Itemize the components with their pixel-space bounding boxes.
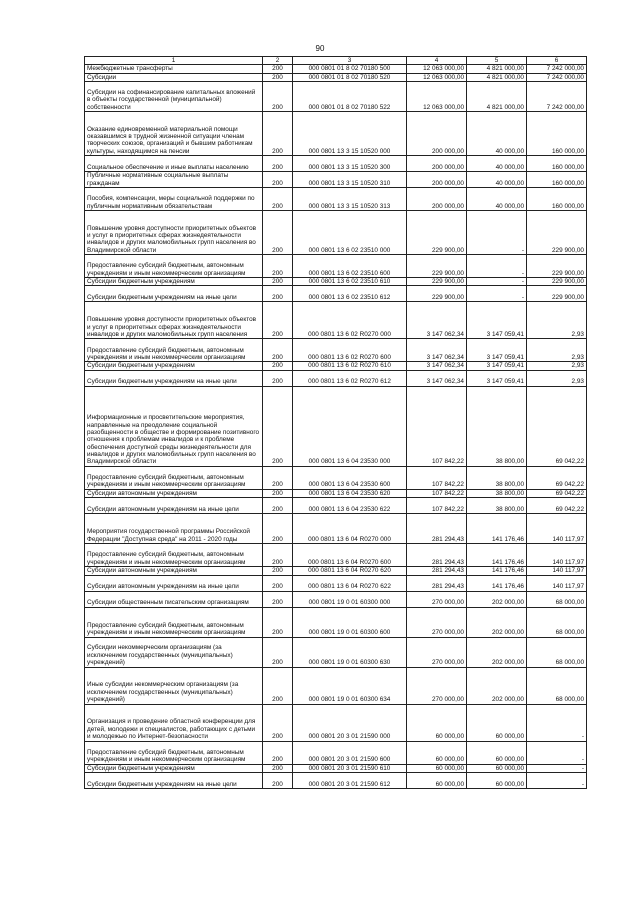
row-budget-code: 000 0801 19 0 01 60300 630	[293, 637, 407, 667]
row-unexecuted-amount: 140 117,97	[527, 544, 587, 567]
row-grbs-code: 200	[263, 156, 293, 172]
row-budget-code: 000 0801 13 3 15 10520 300	[293, 156, 407, 172]
row-budget-code: 000 0801 20 3 01 21590 600	[293, 741, 407, 764]
row-unexecuted-amount: 68 000,00	[527, 607, 587, 637]
row-executed-amount: 38 800,00	[467, 386, 527, 466]
row-budget-code: 000 0801 01 8 02 70180 520	[293, 73, 407, 81]
row-budget-code: 000 0801 19 0 01 60300 634	[293, 667, 407, 704]
row-grbs-code: 200	[263, 302, 293, 339]
table-row	[85, 112, 587, 156]
row-unexecuted-amount: 2,93	[527, 362, 587, 370]
row-planned-amount: 3 147 062,34	[407, 302, 467, 339]
row-budget-code: 000 0801 13 6 04 23530 600	[293, 466, 407, 489]
row-budget-code: 000 0801 13 6 04 23530 000	[293, 386, 407, 466]
row-budget-code: 000 0801 13 6 04 R0270 622	[293, 575, 407, 591]
row-name: Субсидии некоммерческим организациям (за исключением государственных (муниципальных) учреждений)	[85, 637, 263, 667]
row-name: Публичные нормативные социальные выплаты гражданам	[85, 172, 263, 188]
row-executed-amount: 60 000,00	[467, 764, 527, 772]
column-header: 3	[293, 57, 407, 65]
table-row	[85, 362, 587, 370]
row-executed-amount: 40 000,00	[467, 156, 527, 172]
row-executed-amount: 202 000,00	[467, 607, 527, 637]
row-grbs-code: 200	[263, 339, 293, 362]
row-budget-code: 000 0801 13 6 04 23530 622	[293, 498, 407, 514]
row-unexecuted-amount: 140 117,97	[527, 575, 587, 591]
row-name: Субсидии бюджетным учреждениям на иные цели	[85, 286, 263, 302]
table-row	[85, 73, 587, 81]
row-planned-amount: 281 294,43	[407, 567, 467, 575]
row-planned-amount: 229 900,00	[407, 255, 467, 278]
row-executed-amount: 3 147 059,41	[467, 370, 527, 386]
row-executed-amount: 40 000,00	[467, 112, 527, 156]
row-name: Предоставление субсидий бюджетным, автономным учреждениям и иным некоммерческим организациям	[85, 339, 263, 362]
row-budget-code: 000 0801 20 3 01 21590 610	[293, 764, 407, 772]
row-executed-amount: 4 821 000,00	[467, 73, 527, 81]
table-row	[85, 667, 587, 704]
row-name: Предоставление субсидий бюджетным, автономным учреждениям и иным некоммерческим организациям	[85, 544, 263, 567]
row-name: Предоставление субсидий бюджетным, автономным учреждениям и иным некоммерческим организациям	[85, 607, 263, 637]
row-unexecuted-amount: -	[527, 704, 587, 741]
row-unexecuted-amount: 140 117,97	[527, 567, 587, 575]
table-row	[85, 156, 587, 172]
row-name: Субсидии бюджетным учреждениям	[85, 764, 263, 772]
row-planned-amount: 12 063 000,00	[407, 65, 467, 73]
row-planned-amount: 107 842,22	[407, 489, 467, 497]
table-row	[85, 211, 587, 255]
row-executed-amount: 3 147 059,41	[467, 302, 527, 339]
table-row	[85, 498, 587, 514]
row-executed-amount: 4 821 000,00	[467, 82, 527, 112]
table-row	[85, 82, 587, 112]
row-executed-amount: 38 800,00	[467, 466, 527, 489]
row-name: Предоставление субсидий бюджетным, автономным учреждениям и иным некоммерческим организациям	[85, 255, 263, 278]
row-budget-code: 000 0801 13 3 15 10520 310	[293, 172, 407, 188]
row-budget-code: 000 0801 19 0 01 60300 000	[293, 591, 407, 607]
table-row	[85, 302, 587, 339]
row-unexecuted-amount: 2,93	[527, 302, 587, 339]
row-grbs-code: 200	[263, 255, 293, 278]
row-planned-amount: 60 000,00	[407, 772, 467, 788]
row-planned-amount: 270 000,00	[407, 591, 467, 607]
row-name: Иные субсидии некоммерческим организациям (за исключением государственных (муниципальных) учреждений)	[85, 667, 263, 704]
row-unexecuted-amount: 7 242 000,00	[527, 73, 587, 81]
row-name: Предоставление субсидий бюджетным, автономным учреждениям и иным некоммерческим организациям	[85, 466, 263, 489]
row-grbs-code: 200	[263, 73, 293, 81]
row-unexecuted-amount: 160 000,00	[527, 112, 587, 156]
row-planned-amount: 229 900,00	[407, 278, 467, 286]
row-name: Субсидии общественным писательским организациям	[85, 591, 263, 607]
row-name: Субсидии бюджетным учреждениям	[85, 362, 263, 370]
row-budget-code: 000 0801 13 6 02 23510 000	[293, 211, 407, 255]
row-grbs-code: 200	[263, 489, 293, 497]
row-executed-amount: 60 000,00	[467, 704, 527, 741]
table-row	[85, 172, 587, 188]
row-unexecuted-amount: 2,93	[527, 339, 587, 362]
row-grbs-code: 200	[263, 362, 293, 370]
row-budget-code: 000 0801 13 6 02 23510 600	[293, 255, 407, 278]
row-name: Социальное обеспечение и иные выплаты населению	[85, 156, 263, 172]
table-row	[85, 286, 587, 302]
row-planned-amount: 12 063 000,00	[407, 73, 467, 81]
row-planned-amount: 200 000,00	[407, 112, 467, 156]
row-grbs-code: 200	[263, 286, 293, 302]
row-planned-amount: 281 294,43	[407, 514, 467, 544]
row-unexecuted-amount: -	[527, 772, 587, 788]
row-name: Субсидии бюджетным учреждениям на иные цели	[85, 772, 263, 788]
row-unexecuted-amount: 68 000,00	[527, 591, 587, 607]
row-executed-amount: 40 000,00	[467, 188, 527, 211]
row-grbs-code: 200	[263, 112, 293, 156]
row-budget-code: 000 0801 13 6 02 R0270 612	[293, 370, 407, 386]
row-grbs-code: 200	[263, 498, 293, 514]
row-planned-amount: 3 147 062,34	[407, 370, 467, 386]
row-unexecuted-amount: 69 042,22	[527, 498, 587, 514]
row-grbs-code: 200	[263, 188, 293, 211]
table-row	[85, 772, 587, 788]
row-grbs-code: 200	[263, 667, 293, 704]
row-name: Информационные и просветительские мероприятия, направленные на преодоление социальной разобщенности в обществе и формирование позитивного отношения к проблемам инвалидов и к проблеме обеспечения доступной среды жизнедеятельности для инвалидов и других маломобильных групп населения во Владимирской области	[85, 386, 263, 466]
table-row	[85, 370, 587, 386]
row-planned-amount: 270 000,00	[407, 607, 467, 637]
table-row	[85, 514, 587, 544]
row-executed-amount: 40 000,00	[467, 172, 527, 188]
row-grbs-code: 200	[263, 466, 293, 489]
row-executed-amount: 141 176,46	[467, 575, 527, 591]
row-unexecuted-amount: 2,93	[527, 370, 587, 386]
row-planned-amount: 281 294,43	[407, 544, 467, 567]
row-grbs-code: 200	[263, 741, 293, 764]
row-budget-code: 000 0801 19 0 01 60300 600	[293, 607, 407, 637]
column-header: 2	[263, 57, 293, 65]
row-unexecuted-amount: 160 000,00	[527, 188, 587, 211]
row-name: Оказание единовременной материальной помощи оказавшимся в трудной жизненной ситуации членам творческих союзов, организаций и бывшим работникам культуры, находящимся на пенсии	[85, 112, 263, 156]
row-name: Субсидии автономным учреждениям на иные цели	[85, 575, 263, 591]
row-planned-amount: 200 000,00	[407, 156, 467, 172]
row-planned-amount: 60 000,00	[407, 741, 467, 764]
row-unexecuted-amount: -	[527, 764, 587, 772]
row-planned-amount: 3 147 062,34	[407, 362, 467, 370]
row-unexecuted-amount: 7 242 000,00	[527, 65, 587, 73]
table-row	[85, 575, 587, 591]
row-executed-amount: 202 000,00	[467, 591, 527, 607]
row-grbs-code: 200	[263, 637, 293, 667]
table-row	[85, 704, 587, 741]
table-row	[85, 607, 587, 637]
row-executed-amount: 141 176,46	[467, 567, 527, 575]
row-unexecuted-amount: 229 900,00	[527, 286, 587, 302]
row-unexecuted-amount: 7 242 000,00	[527, 82, 587, 112]
row-grbs-code: 200	[263, 370, 293, 386]
row-name: Субсидии бюджетным учреждениям на иные цели	[85, 370, 263, 386]
row-grbs-code: 200	[263, 211, 293, 255]
table-row	[85, 255, 587, 278]
row-executed-amount: -	[467, 278, 527, 286]
row-name: Межбюджетные трансферты	[85, 65, 263, 73]
table-row	[85, 188, 587, 211]
column-number-row	[85, 57, 587, 65]
row-unexecuted-amount: 160 000,00	[527, 172, 587, 188]
row-name: Субсидии бюджетным учреждениям	[85, 278, 263, 286]
row-executed-amount: 38 800,00	[467, 498, 527, 514]
row-budget-code: 000 0801 13 6 02 R0270 610	[293, 362, 407, 370]
row-unexecuted-amount: 229 900,00	[527, 211, 587, 255]
table-row	[85, 466, 587, 489]
row-planned-amount: 107 842,22	[407, 386, 467, 466]
row-grbs-code: 200	[263, 704, 293, 741]
row-budget-code: 000 0801 13 6 02 23510 612	[293, 286, 407, 302]
row-planned-amount: 3 147 062,34	[407, 339, 467, 362]
row-budget-code: 000 0801 01 8 02 70180 522	[293, 82, 407, 112]
row-name: Организация и проведение областной конференции для детей, молодежи и специалистов, работающих с детьми и молодежью по Интернет-безопасности	[85, 704, 263, 741]
row-grbs-code: 200	[263, 575, 293, 591]
row-unexecuted-amount: 160 000,00	[527, 156, 587, 172]
row-executed-amount: 141 176,46	[467, 514, 527, 544]
row-name: Повышение уровня доступности приоритетных объектов и услуг в приоритетных сферах жизнедеятельности инвалидов и других маломобильных групп населения	[85, 302, 263, 339]
row-unexecuted-amount: 229 900,00	[527, 278, 587, 286]
table-row	[85, 339, 587, 362]
row-planned-amount: 12 063 000,00	[407, 82, 467, 112]
row-name: Субсидии на софинансирование капитальных вложений в объекты государственной (муниципальной) собственности	[85, 82, 263, 112]
row-executed-amount: -	[467, 255, 527, 278]
row-name: Предоставление субсидий бюджетным, автономным учреждениям и иным некоммерческим организациям	[85, 741, 263, 764]
row-planned-amount: 229 900,00	[407, 211, 467, 255]
row-budget-code: 000 0801 20 3 01 21590 612	[293, 772, 407, 788]
table-row	[85, 278, 587, 286]
row-grbs-code: 200	[263, 607, 293, 637]
row-budget-code: 000 0801 13 6 04 R0270 600	[293, 544, 407, 567]
row-budget-code: 000 0801 13 6 02 R0270 600	[293, 339, 407, 362]
column-header: 4	[407, 57, 467, 65]
column-header: 6	[527, 57, 587, 65]
row-budget-code: 000 0801 13 3 15 10520 313	[293, 188, 407, 211]
column-header: 5	[467, 57, 527, 65]
row-budget-code: 000 0801 13 6 04 R0270 620	[293, 567, 407, 575]
row-name: Субсидии автономным учреждениям	[85, 567, 263, 575]
row-unexecuted-amount: 140 117,97	[527, 514, 587, 544]
row-grbs-code: 200	[263, 82, 293, 112]
row-grbs-code: 200	[263, 278, 293, 286]
row-name: Мероприятия государственной программы Российской Федерации "Доступная среда" на 2011 - 2020 годы	[85, 514, 263, 544]
row-executed-amount: 38 800,00	[467, 489, 527, 497]
row-grbs-code: 200	[263, 567, 293, 575]
row-budget-code: 000 0801 13 6 04 R0270 000	[293, 514, 407, 544]
page-number: 90	[315, 44, 325, 53]
row-planned-amount: 107 842,22	[407, 498, 467, 514]
table-row	[85, 544, 587, 567]
row-unexecuted-amount: 68 000,00	[527, 667, 587, 704]
row-grbs-code: 200	[263, 772, 293, 788]
row-planned-amount: 60 000,00	[407, 704, 467, 741]
row-executed-amount: 202 000,00	[467, 667, 527, 704]
row-executed-amount: 60 000,00	[467, 741, 527, 764]
row-unexecuted-amount: -	[527, 741, 587, 764]
table-row	[85, 386, 587, 466]
table-row	[85, 591, 587, 607]
row-budget-code: 000 0801 13 3 15 10520 000	[293, 112, 407, 156]
row-grbs-code: 200	[263, 172, 293, 188]
row-name: Повышение уровня доступности приоритетных объектов и услуг в приоритетных сферах жизнедеятельности инвалидов и других маломобильных групп населения во Владимирской области	[85, 211, 263, 255]
row-planned-amount: 270 000,00	[407, 667, 467, 704]
row-name: Субсидии автономным учреждениям	[85, 489, 263, 497]
row-executed-amount: -	[467, 286, 527, 302]
row-unexecuted-amount: 68 000,00	[527, 637, 587, 667]
table-row	[85, 489, 587, 497]
row-executed-amount: 3 147 059,41	[467, 362, 527, 370]
row-name: Субсидии автономным учреждениям на иные цели	[85, 498, 263, 514]
table-row	[85, 65, 587, 73]
row-budget-code: 000 0801 01 8 02 70180 500	[293, 65, 407, 73]
table-row	[85, 741, 587, 764]
row-unexecuted-amount: 69 042,22	[527, 489, 587, 497]
row-budget-code: 000 0801 20 3 01 21590 000	[293, 704, 407, 741]
row-name: Пособия, компенсации, меры социальной поддержки по публичным нормативным обязательствам	[85, 188, 263, 211]
row-planned-amount: 60 000,00	[407, 764, 467, 772]
row-planned-amount: 229 900,00	[407, 286, 467, 302]
row-executed-amount: 4 821 000,00	[467, 65, 527, 73]
table-row	[85, 567, 587, 575]
row-name: Субсидии	[85, 73, 263, 81]
row-executed-amount: -	[467, 211, 527, 255]
table-row	[85, 764, 587, 772]
row-budget-code: 000 0801 13 6 02 R0270 000	[293, 302, 407, 339]
column-header: 1	[85, 57, 263, 65]
row-grbs-code: 200	[263, 544, 293, 567]
row-budget-code: 000 0801 13 6 04 23530 620	[293, 489, 407, 497]
row-unexecuted-amount: 69 042,22	[527, 466, 587, 489]
row-executed-amount: 202 000,00	[467, 637, 527, 667]
row-unexecuted-amount: 69 042,22	[527, 386, 587, 466]
row-planned-amount: 200 000,00	[407, 188, 467, 211]
row-planned-amount: 281 294,43	[407, 575, 467, 591]
table-row	[85, 637, 587, 667]
row-executed-amount: 60 000,00	[467, 772, 527, 788]
row-unexecuted-amount: 229 900,00	[527, 255, 587, 278]
row-grbs-code: 200	[263, 386, 293, 466]
budget-execution-table	[84, 56, 587, 789]
row-grbs-code: 200	[263, 514, 293, 544]
row-executed-amount: 141 176,46	[467, 544, 527, 567]
row-planned-amount: 200 000,00	[407, 172, 467, 188]
row-grbs-code: 200	[263, 591, 293, 607]
row-grbs-code: 200	[263, 65, 293, 73]
row-planned-amount: 270 000,00	[407, 637, 467, 667]
row-planned-amount: 107 842,22	[407, 466, 467, 489]
row-grbs-code: 200	[263, 764, 293, 772]
row-budget-code: 000 0801 13 6 02 23510 610	[293, 278, 407, 286]
row-executed-amount: 3 147 059,41	[467, 339, 527, 362]
